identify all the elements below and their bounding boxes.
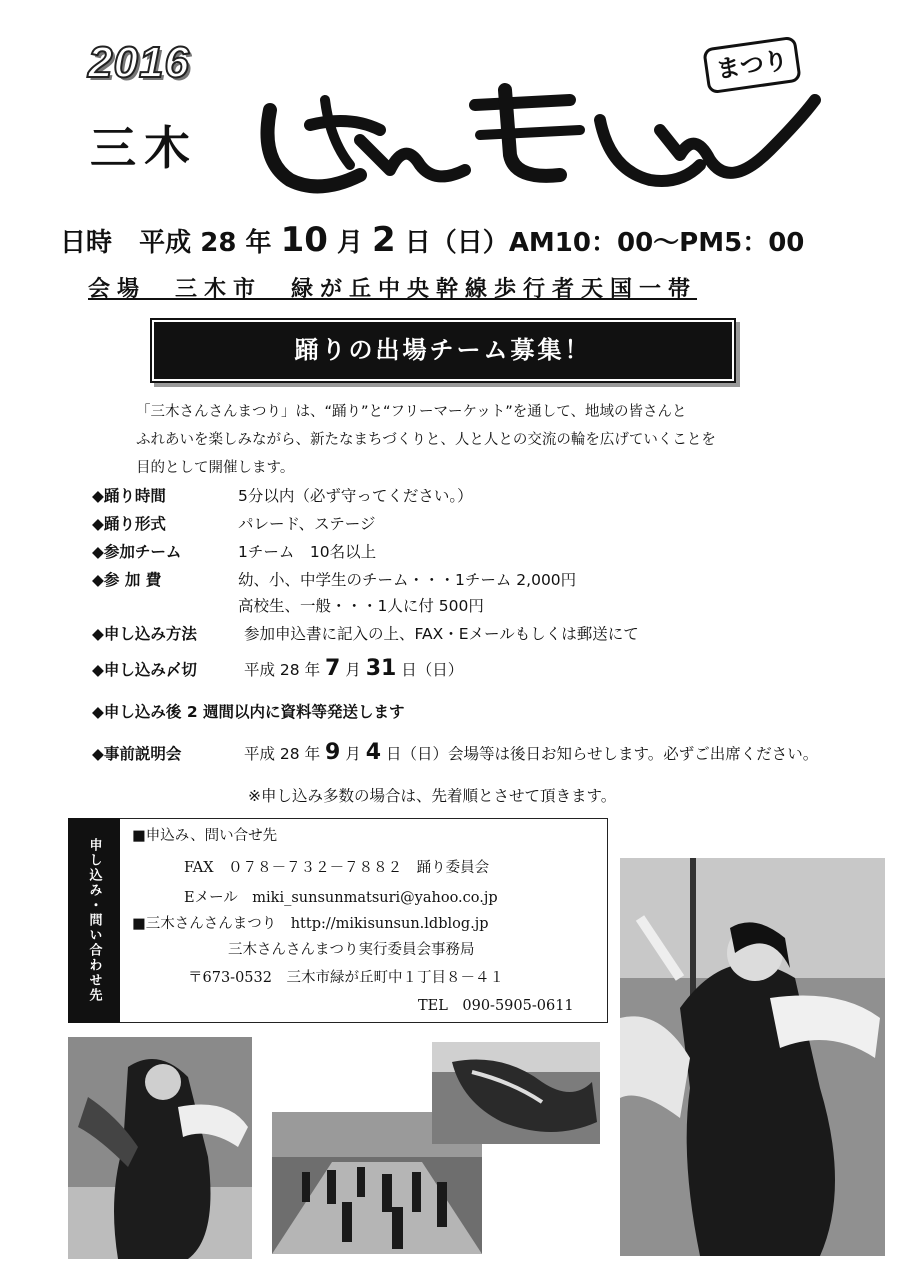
detail-fee-2: 高校生、一般・・・1人に付 500円	[238, 597, 484, 615]
deadline-day: 31	[365, 656, 397, 681]
contact-site[interactable]: ■三木さんさんまつり http://mikisunsun.ldblog.jp	[132, 916, 489, 932]
datetime-day: 2	[372, 220, 396, 260]
detail-value: 幼、小、中学生のチーム・・・1チーム 2,000円	[238, 571, 577, 589]
datetime-month: 10	[280, 220, 328, 260]
intro-text	[136, 398, 816, 482]
detail-label: ◆申し込み〆切	[92, 661, 197, 679]
detail-deadline	[92, 656, 463, 681]
datetime-gatsu: 月	[336, 228, 363, 258]
datetime-era: 平成	[139, 228, 192, 258]
detail-team	[92, 540, 376, 562]
deadline-month: 7	[325, 656, 341, 681]
dancer-photo	[68, 1037, 252, 1259]
detail-fee	[92, 568, 576, 590]
deadline-gatsu: 月	[345, 661, 361, 679]
detail-after-notice: ◆申し込み後 2 週間以内に資料等発送します	[92, 703, 405, 721]
contact-fax: FAX ０７８－７３２－７８８２ 踊り委員会	[184, 860, 490, 876]
first-come-note: ※申し込み多数の場合は、先着順とさせて頂きます。	[248, 787, 617, 805]
detail-value: 1チーム 10名以上	[238, 543, 377, 561]
briefing-day: 4	[365, 740, 382, 765]
intro-line: ふれあいを楽しみながら、新たなまちづくりと、人と人との交流の輪を広げていくことを	[136, 432, 716, 448]
contact-side-label: 申し込み・問い合わせ先	[68, 818, 120, 1023]
detail-value: パレード、ステージ	[238, 515, 376, 533]
event-venue: 会場 三木市 緑が丘中央幹線歩行者天国一帯	[88, 277, 698, 302]
detail-apply-method	[92, 622, 639, 644]
contact-office: 三木さんさんまつり実行委員会事務局	[228, 942, 475, 958]
detail-label: ◆申し込み方法	[92, 625, 197, 643]
contact-email[interactable]: Eメール miki_sunsunmatsuri@yahoo.co.jp	[184, 890, 498, 906]
datetime-label: 日時	[60, 228, 113, 258]
contact-heading: ■申込み、問い合せ先	[132, 828, 278, 844]
briefing-month: 9	[325, 740, 341, 765]
flag-photo	[432, 1042, 600, 1144]
briefing-prefix: 平成 28 年	[244, 745, 321, 763]
detail-label: ◆参 加 費	[92, 571, 162, 589]
detail-value: 参加申込書に記入の上、FAX・Eメールもしくは郵送にて	[244, 625, 639, 643]
contact-tel: TEL 090-5905-0611	[418, 998, 574, 1014]
datetime-nichi: 日	[404, 228, 431, 258]
intro-line: 「三木さんさんまつり」は、“踊り”と“フリーマーケット”を通して、地域の皆さんと	[136, 404, 687, 420]
intro-line: 目的として開催します。	[136, 460, 295, 476]
event-datetime	[60, 220, 804, 260]
contact-address: 〒673-0532 三木市緑が丘町中１丁目８－４１	[188, 970, 504, 986]
title-miki: 三木	[90, 121, 198, 175]
detail-value: 5分以内（必ず守ってください。）	[238, 487, 473, 505]
detail-dance-style	[92, 512, 376, 534]
detail-label: ◆踊り時間	[92, 487, 166, 505]
briefing-suffix: 日（日）会場等は後日お知らせします。必ずご出席ください。	[385, 745, 819, 763]
recruitment-banner: 踊りの出場チーム募集！	[152, 320, 734, 381]
event-year: 2016	[88, 38, 190, 87]
detail-label: ◆事前説明会	[92, 745, 182, 763]
datetime-year: 28	[200, 228, 237, 258]
deadline-suffix: 日（日）	[401, 661, 464, 679]
deadline-prefix: 平成 28 年	[244, 661, 321, 679]
datetime-time: AM10：00～PM5：00	[508, 228, 805, 258]
datetime-weekday: （日）	[430, 228, 509, 258]
datetime-nen: 年	[245, 228, 272, 258]
smiling-dancer-photo	[620, 858, 885, 1256]
detail-label: ◆参加チーム	[92, 543, 182, 561]
detail-label: ◆踊り形式	[92, 515, 166, 533]
briefing-gatsu: 月	[345, 745, 361, 763]
detail-briefing	[92, 740, 818, 765]
detail-dance-time	[92, 484, 473, 506]
matsuri-badge: まつり	[702, 36, 801, 95]
